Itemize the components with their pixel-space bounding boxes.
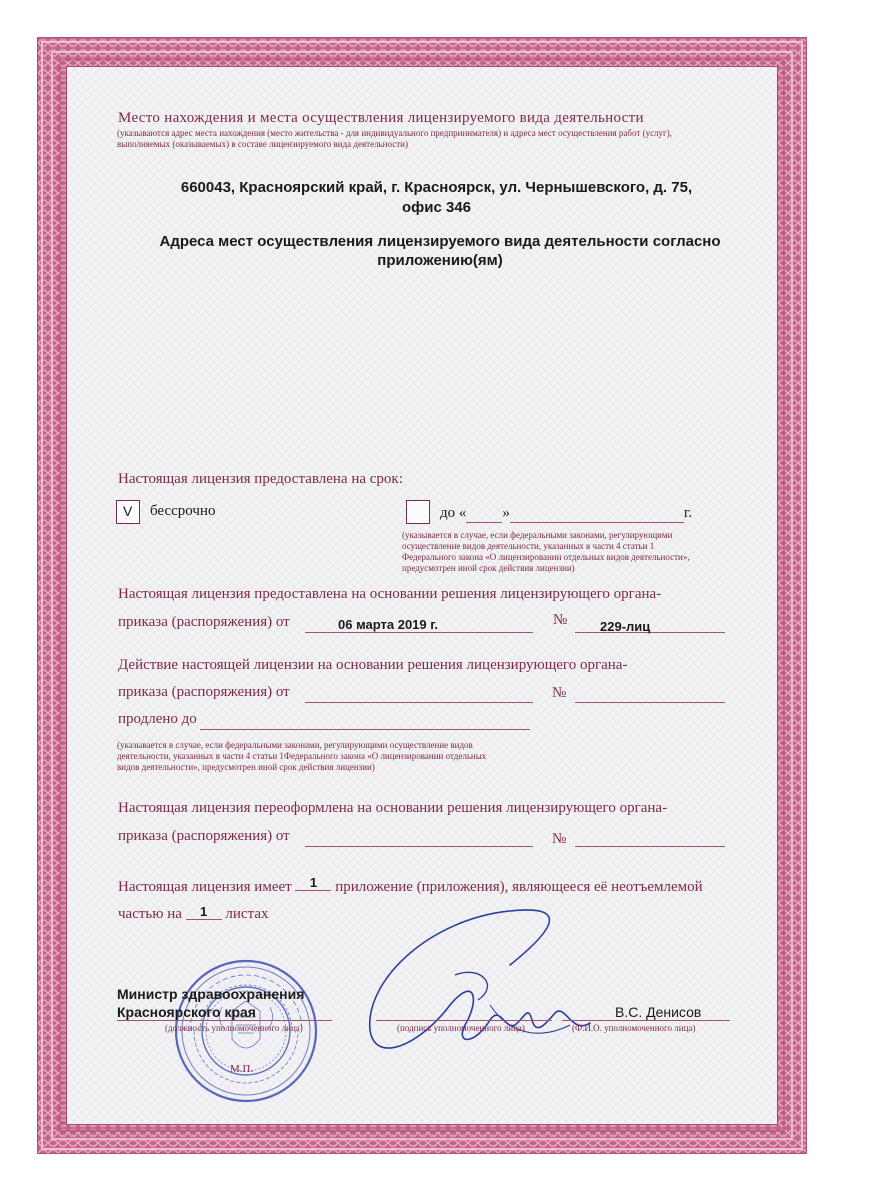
appendix-line1: Настоящая лицензия имеет 1 приложение (приложения), являющееся её неотъемлемой: [118, 875, 703, 895]
basis-number-label: №: [553, 612, 568, 628]
extension-line1: Действие настоящей лицензии на основании решения лицензирующего органа-: [118, 657, 628, 673]
until-date-line: до « » г.: [440, 505, 693, 521]
until-month-year-field: [510, 505, 684, 523]
signatory-position: Министр здравоохранения Красноярского края: [117, 986, 305, 1020]
reissue-order-label: приказа (распоряжения) от: [118, 828, 290, 844]
basis-line1: Настоящая лицензия предоставлена на основании решения лицензирующего органа-: [118, 586, 662, 602]
handwritten-signature: [360, 905, 620, 1075]
term-note: (указывается в случае, если федеральными законами, регулирующими осуществление видов деятельности, указанных в части 4 статьи 1 Федерального закона «О лицензировании отдельных видов деятельности», предусмотрен иной срок действия лицензии): [402, 530, 690, 573]
signatory-name: В.С. Денисов: [615, 1004, 702, 1020]
extension-order-label: приказа (распоряжения) от: [118, 684, 290, 700]
basis-date-underline: [305, 632, 533, 633]
appendix-pages: 1: [186, 904, 222, 920]
reissue-number-label: №: [552, 831, 567, 847]
checkbox-mark: V: [123, 503, 133, 519]
extension-number-underline: [575, 702, 725, 703]
extension-number-label: №: [552, 685, 567, 701]
signature-caption: (подпись уполномоченного лица): [397, 1023, 525, 1033]
stamp-place-label: М.П.: [230, 1063, 254, 1075]
signature-underline: [376, 1020, 552, 1021]
indefinite-label: бессрочно: [150, 503, 216, 519]
reissue-number-underline: [575, 846, 725, 847]
extension-date-underline: [305, 702, 533, 703]
term-label: Настоящая лицензия предоставлена на срок:: [118, 471, 403, 487]
extension-note: (указывается в случае, если федеральными законами, регулирующими осуществление видов деятельности, указанных в части 4 статьи 1Федерального закона «О лицензировании отдельных видов деятельности», предусмотрен иной срок действия лицензии): [117, 740, 487, 772]
basis-number: 229-лиц: [600, 619, 651, 634]
position-underline: [117, 1020, 332, 1021]
until-day-field: [466, 505, 502, 523]
appendix-count: 1: [295, 875, 331, 891]
basis-order-label: приказа (распоряжения) от: [118, 614, 290, 630]
extended-until-underline: [200, 729, 530, 730]
until-checkbox[interactable]: [406, 500, 430, 524]
name-underline: [562, 1020, 730, 1021]
places-block: Адреса мест осуществления лицензируемого вида деятельности согласно приложению(ям): [159, 233, 721, 269]
extended-until-label: продлено до: [118, 711, 197, 727]
name-caption: (Ф.И.О. уполномоченного лица): [572, 1023, 696, 1033]
basis-date: 06 марта 2019 г.: [338, 617, 438, 632]
location-note: (указываются адрес места нахождения (место жительства - для индивидуального предпринимателя) и адреса мест осуществления работ (услуг), выполняемых (оказываемых) в составе лицензируемого вида деятельности): [117, 128, 672, 149]
reissue-date-underline: [305, 846, 533, 847]
reissue-line1: Настоящая лицензия переоформлена на основании решения лицензирующего органа-: [118, 800, 668, 816]
address-block: 660043, Красноярский край, г. Красноярск, ул. Чернышевского, д. 75, офис 346: [180, 179, 693, 216]
location-title: Место нахождения и места осуществления лицензируемого вида деятельности: [118, 110, 644, 126]
appendix-line2: частью на 1 листах: [118, 904, 269, 922]
indefinite-checkbox[interactable]: [116, 500, 140, 524]
position-caption: (должность уполномоченного лица): [165, 1023, 303, 1033]
